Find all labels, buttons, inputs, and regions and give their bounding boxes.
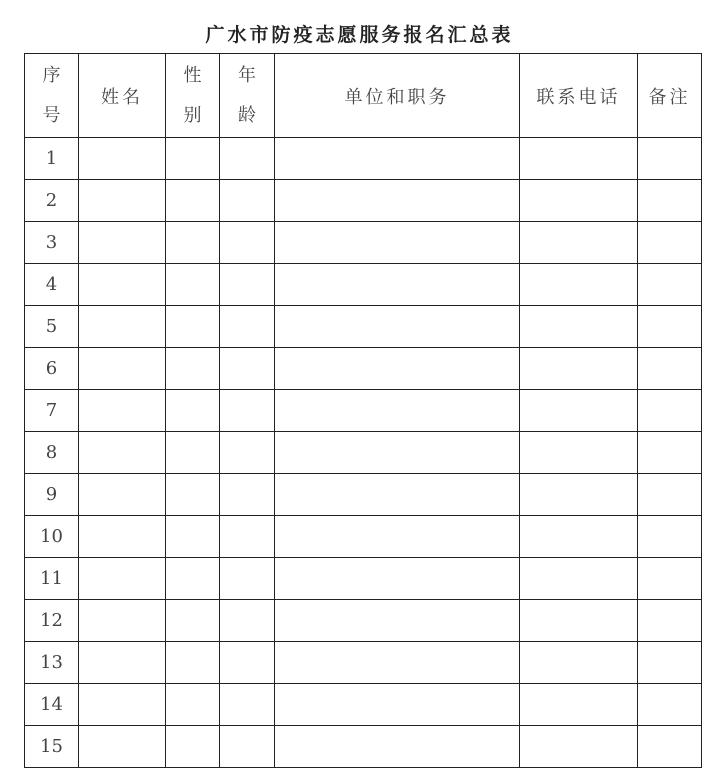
name-cell[interactable]: [79, 474, 166, 516]
gender-cell[interactable]: [166, 264, 220, 306]
row-seq-number: 9: [25, 474, 79, 516]
age-cell[interactable]: [220, 390, 275, 432]
gender-cell[interactable]: [166, 726, 220, 768]
header-seq: [25, 54, 79, 138]
name-cell[interactable]: [79, 138, 166, 180]
note-cell[interactable]: [638, 642, 702, 684]
gender-cell[interactable]: [166, 474, 220, 516]
row-seq-number: 3: [25, 222, 79, 264]
name-cell[interactable]: [79, 264, 166, 306]
row-seq-number: 2: [25, 180, 79, 222]
note-cell[interactable]: [638, 222, 702, 264]
table-row: [25, 558, 702, 600]
age-cell[interactable]: [220, 222, 275, 264]
note-cell[interactable]: [638, 474, 702, 516]
note-cell[interactable]: [638, 348, 702, 390]
note-cell[interactable]: [638, 600, 702, 642]
row-seq-number: 8: [25, 432, 79, 474]
unit-cell[interactable]: [275, 222, 520, 264]
note-cell[interactable]: [638, 726, 702, 768]
row-seq-number: 7: [25, 390, 79, 432]
age-cell[interactable]: [220, 180, 275, 222]
age-cell[interactable]: [220, 600, 275, 642]
name-cell[interactable]: [79, 558, 166, 600]
header-phone: 联系电话: [520, 54, 638, 138]
unit-cell[interactable]: [275, 390, 520, 432]
note-cell[interactable]: [638, 306, 702, 348]
unit-cell[interactable]: [275, 600, 520, 642]
header-row: [25, 54, 702, 138]
row-seq-number: 4: [25, 264, 79, 306]
table-row: [25, 726, 702, 768]
gender-cell[interactable]: [166, 684, 220, 726]
phone-cell[interactable]: [520, 306, 638, 348]
name-cell[interactable]: [79, 348, 166, 390]
header-gender-char-2: 别: [183, 104, 202, 126]
gender-cell[interactable]: [166, 138, 220, 180]
header-note: 备注: [638, 54, 702, 138]
table-row: [25, 306, 702, 348]
phone-cell[interactable]: [520, 390, 638, 432]
table-row: [25, 474, 702, 516]
gender-cell[interactable]: [166, 306, 220, 348]
table-row: [25, 180, 702, 222]
header-gender-char-1: 性: [183, 64, 202, 86]
phone-cell[interactable]: [520, 222, 638, 264]
phone-cell[interactable]: [520, 642, 638, 684]
name-cell[interactable]: [79, 390, 166, 432]
unit-cell[interactable]: [275, 516, 520, 558]
gender-cell[interactable]: [166, 432, 220, 474]
phone-cell[interactable]: [520, 684, 638, 726]
gender-cell[interactable]: [166, 180, 220, 222]
phone-cell[interactable]: [520, 180, 638, 222]
phone-cell[interactable]: [520, 558, 638, 600]
gender-cell[interactable]: [166, 558, 220, 600]
header-seq-char-1: 序: [42, 64, 61, 86]
registration-table: [24, 53, 702, 768]
row-seq-number: 6: [25, 348, 79, 390]
name-cell[interactable]: [79, 726, 166, 768]
row-seq-number: 13: [25, 642, 79, 684]
table-row: [25, 516, 702, 558]
unit-cell[interactable]: [275, 264, 520, 306]
note-cell[interactable]: [638, 432, 702, 474]
table-row: [25, 432, 702, 474]
age-cell[interactable]: [220, 642, 275, 684]
page-title: 广水市防疫志愿服务报名汇总表: [205, 24, 514, 46]
phone-cell[interactable]: [520, 138, 638, 180]
name-cell[interactable]: [79, 222, 166, 264]
row-seq-number: 14: [25, 684, 79, 726]
name-cell[interactable]: [79, 600, 166, 642]
header-unit: 单位和职务: [275, 54, 520, 138]
table-row: [25, 600, 702, 642]
gender-cell[interactable]: [166, 390, 220, 432]
age-cell[interactable]: [220, 558, 275, 600]
row-seq-number: 10: [25, 516, 79, 558]
age-cell[interactable]: [220, 726, 275, 768]
header-gender: [166, 54, 220, 138]
note-cell[interactable]: [638, 180, 702, 222]
table-row: [25, 138, 702, 180]
name-cell[interactable]: [79, 432, 166, 474]
note-cell[interactable]: [638, 138, 702, 180]
gender-cell[interactable]: [166, 642, 220, 684]
unit-cell[interactable]: [275, 306, 520, 348]
name-cell[interactable]: [79, 684, 166, 726]
unit-cell[interactable]: [275, 558, 520, 600]
note-cell[interactable]: [638, 516, 702, 558]
header-age: [220, 54, 275, 138]
gender-cell[interactable]: [166, 222, 220, 264]
name-cell[interactable]: [79, 306, 166, 348]
unit-cell[interactable]: [275, 432, 520, 474]
table-row: [25, 642, 702, 684]
gender-cell[interactable]: [166, 348, 220, 390]
phone-cell[interactable]: [520, 348, 638, 390]
name-cell[interactable]: [79, 516, 166, 558]
header-age-char-1: 年: [238, 64, 256, 86]
gender-cell[interactable]: [166, 600, 220, 642]
unit-cell[interactable]: [275, 348, 520, 390]
unit-cell[interactable]: [275, 642, 520, 684]
unit-cell[interactable]: [275, 684, 520, 726]
row-seq-number: 11: [25, 558, 79, 600]
name-cell[interactable]: [79, 642, 166, 684]
phone-cell[interactable]: [520, 516, 638, 558]
row-seq-number: 5: [25, 306, 79, 348]
age-cell[interactable]: [220, 348, 275, 390]
name-cell[interactable]: [79, 180, 166, 222]
note-cell[interactable]: [638, 684, 702, 726]
age-cell[interactable]: [220, 474, 275, 516]
row-seq-number: 1: [25, 138, 79, 180]
phone-cell[interactable]: [520, 264, 638, 306]
phone-cell[interactable]: [520, 432, 638, 474]
header-age-char-2: 龄: [238, 104, 256, 126]
table-row: [25, 222, 702, 264]
table-body: [25, 138, 702, 768]
age-cell[interactable]: [220, 306, 275, 348]
row-seq-number: 15: [25, 726, 79, 768]
header-seq-char-2: 号: [42, 104, 61, 126]
table-row: [25, 264, 702, 306]
unit-cell[interactable]: [275, 726, 520, 768]
age-cell[interactable]: [220, 516, 275, 558]
table-row: [25, 684, 702, 726]
header-name: 姓名: [79, 54, 166, 138]
age-cell[interactable]: [220, 264, 275, 306]
phone-cell[interactable]: [520, 600, 638, 642]
phone-cell[interactable]: [520, 474, 638, 516]
row-seq-number: 12: [25, 600, 79, 642]
note-cell[interactable]: [638, 264, 702, 306]
phone-cell[interactable]: [520, 726, 638, 768]
note-cell[interactable]: [638, 558, 702, 600]
age-cell[interactable]: [220, 432, 275, 474]
unit-cell[interactable]: [275, 180, 520, 222]
table-row: [25, 348, 702, 390]
unit-cell[interactable]: [275, 138, 520, 180]
note-cell[interactable]: [638, 390, 702, 432]
table-row: [25, 390, 702, 432]
age-cell[interactable]: [220, 684, 275, 726]
age-cell[interactable]: [220, 138, 275, 180]
unit-cell[interactable]: [275, 474, 520, 516]
gender-cell[interactable]: [166, 516, 220, 558]
